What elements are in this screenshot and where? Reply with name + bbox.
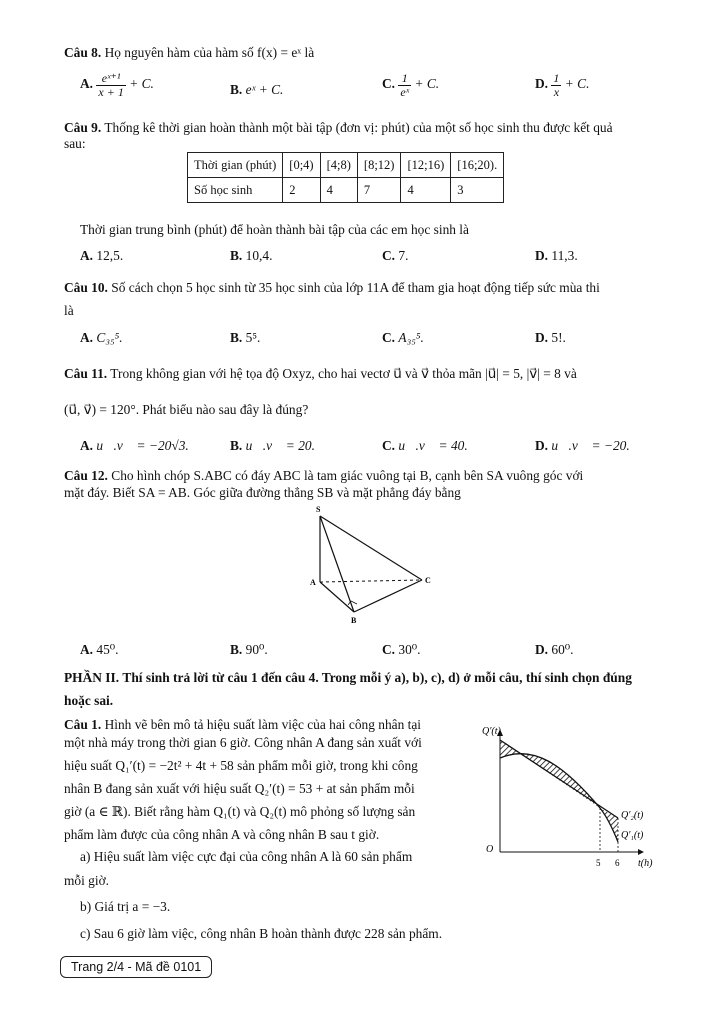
option-text: eˣ + C.	[245, 82, 284, 97]
origin-label: O	[486, 844, 494, 855]
q12-stem-line1	[64, 468, 583, 484]
option-text: u⃗.v⃗ = 20.	[245, 438, 315, 453]
q10-option-a[interactable]	[80, 330, 123, 346]
table-cell: Thời gian (phút)	[188, 153, 283, 178]
option-letter: D.	[535, 438, 549, 453]
q12-option-d[interactable]	[535, 642, 574, 658]
p2q1-line2: một nhà máy trong thời gian 6 giờ. Công nhân A đang sản xuất với	[64, 735, 422, 750]
option-text: A₃₅⁵.	[398, 330, 424, 345]
q12-text: Cho hình chóp S.ABC có đáy ABC là tam giác vuông tại B, cạnh bên SA vuông góc với	[111, 468, 584, 483]
option-text: u⃗.v⃗ = −20.	[551, 438, 630, 453]
option-text: u⃗.v⃗ = −20√3.	[96, 438, 189, 453]
q12-label: Câu 12.	[64, 468, 108, 483]
label-s: S	[316, 505, 321, 514]
q10-stem-line2: là	[64, 303, 74, 318]
q9-option-a[interactable]	[80, 248, 123, 264]
table-cell: [4;8)	[320, 153, 357, 178]
q9-option-c[interactable]	[382, 248, 408, 264]
q11-option-c[interactable]	[382, 438, 468, 454]
tick-6: 6	[615, 858, 620, 868]
q8-stem	[64, 45, 314, 61]
q10-option-c[interactable]	[382, 330, 424, 346]
q8-option-d[interactable]	[535, 72, 589, 98]
label-c: C	[425, 576, 431, 585]
q10-option-b[interactable]	[230, 330, 260, 346]
fraction	[551, 72, 561, 98]
curve-q1-label: Q′₁(t)	[621, 830, 644, 841]
option-text: 30⁰.	[398, 642, 421, 657]
option-letter: C.	[382, 438, 396, 453]
q11-stem-line2: (u⃗, v⃗) = 120°. Phát biểu nào sau đây là đúng?	[64, 402, 309, 417]
fraction	[398, 72, 411, 98]
table-cell: Số học sinh	[188, 178, 283, 203]
q10-text: Số cách chọn 5 học sinh từ 35 học sinh của lớp 11A để tham gia hoạt động tiếp sức mùa thi	[111, 280, 600, 295]
p2q1-line4: nhân B đang sản xuất với hiệu suất Q₂′(t) = 53 + at sản phẩm mỗi	[64, 781, 415, 796]
part2-heading	[64, 670, 632, 686]
curve-q2	[500, 740, 618, 818]
option-tail: + C.	[414, 76, 440, 92]
option-letter: D.	[535, 642, 549, 657]
option-letter: C.	[382, 76, 396, 92]
fraction	[96, 72, 125, 98]
q11-option-a[interactable]	[80, 438, 189, 454]
option-letter: D.	[535, 330, 549, 345]
option-text: 60⁰.	[551, 642, 574, 657]
q9-stem-line1	[64, 120, 613, 136]
label-a: A	[310, 578, 316, 587]
part2-title: PHẦN II.	[64, 670, 120, 685]
option-letter: B.	[230, 642, 243, 657]
table-cell: [16;20).	[451, 153, 504, 178]
option-letter: A.	[80, 76, 94, 92]
table-cell: 4	[320, 178, 357, 203]
denominator: x	[553, 84, 560, 99]
option-text: C₃₅⁵.	[96, 330, 123, 345]
option-letter: A.	[80, 248, 94, 263]
option-text: 10,4.	[245, 248, 273, 263]
q10-option-d[interactable]	[535, 330, 566, 346]
table-cell: 7	[357, 178, 401, 203]
q9-question: Thời gian trung bình (phút) để hoàn thành bài tập của các em học sinh là	[80, 222, 469, 237]
option-letter: B.	[230, 438, 243, 453]
q9-stem-line2: sau:	[64, 136, 86, 151]
y-axis-label: Q′(t)	[482, 726, 501, 737]
p2q1-line3: hiệu suất Q₁′(t) = −2t² + 4t + 58 sản phẩm mỗi giờ, trong khi công	[64, 758, 418, 773]
right-angle-mark	[348, 601, 357, 605]
p2q1-line1	[64, 717, 421, 733]
option-text: 7.	[398, 248, 409, 263]
q11-stem-line1	[64, 366, 577, 382]
denominator: x + 1	[98, 84, 124, 99]
frequency-table	[187, 152, 504, 203]
q12-option-c[interactable]	[382, 642, 421, 658]
q8-option-c[interactable]	[382, 72, 439, 98]
table-cell: [0;4)	[283, 153, 320, 178]
p2q1-statement-c[interactable]: c) Sau 6 giờ làm việc, công nhân B hoàn thành được 228 sản phẩm.	[80, 926, 443, 941]
q8-label: Câu 8.	[64, 45, 102, 60]
p2q1-statement-b[interactable]: b) Giá trị a = −3.	[80, 899, 171, 914]
option-letter: B.	[230, 248, 243, 263]
q10-stem-line1	[64, 280, 600, 296]
option-text: 45⁰.	[96, 642, 119, 657]
option-letter: A.	[80, 642, 94, 657]
q8-option-a[interactable]	[80, 72, 154, 98]
option-tail: + C.	[129, 76, 154, 92]
numerator: 1	[398, 72, 411, 86]
option-text: 11,3.	[551, 248, 578, 263]
option-letter: A.	[80, 438, 94, 453]
p2q1-label: Câu 1.	[64, 717, 102, 732]
label-b: B	[351, 616, 357, 625]
option-text: 90⁰.	[245, 642, 268, 657]
q9-label: Câu 9.	[64, 120, 102, 135]
table-cell: [12;16)	[401, 153, 451, 178]
edge-bc	[354, 580, 422, 612]
x-axis-arrow	[638, 849, 644, 855]
x-axis-label: t(h)	[638, 858, 653, 869]
table-cell: 3	[451, 178, 504, 203]
option-letter: D.	[535, 248, 549, 263]
q10-label: Câu 10.	[64, 280, 108, 295]
option-text: u⃗.v⃗ = 40.	[398, 438, 468, 453]
part2-text: Thí sinh trả lời từ câu 1 đến câu 4. Trong mỗi ý a), b), c), d) ở mỗi câu, thí sinh chọn đúng	[122, 670, 632, 685]
p2q1-line6: phẩm làm được của công nhân A và công nhân B sau t giờ.	[64, 827, 380, 842]
p2q1-statement-a[interactable]: a) Hiệu suất làm việc cực đại của công nhân A là 60 sản phẩm	[80, 849, 413, 864]
option-tail: + C.	[564, 76, 590, 92]
q11-text: Trong không gian với hệ tọa độ Oxyz, cho hai vectơ u⃗ và v⃗ thỏa mãn |u⃗| = 5, |v⃗| = 8 và	[110, 366, 577, 381]
page-footer: Trang 2/4 - Mã đề 0101	[60, 956, 212, 978]
table-cell: [8;12)	[357, 153, 401, 178]
productivity-graph	[478, 720, 688, 870]
option-letter: C.	[382, 248, 396, 263]
q9-option-b[interactable]	[230, 248, 272, 264]
option-letter: D.	[535, 76, 549, 92]
option-letter: C.	[382, 330, 396, 345]
q12-option-b[interactable]	[230, 642, 268, 658]
table-cell: 2	[283, 178, 320, 203]
p2q1-statement-a-line2: mỗi giờ.	[64, 873, 110, 888]
q8-text: Họ nguyên hàm của hàm số f(x) = eˣ là	[104, 45, 315, 60]
option-letter: A.	[80, 330, 94, 345]
option-letter: C.	[382, 642, 396, 657]
q11-label: Câu 11.	[64, 366, 108, 381]
option-text: 12,5.	[96, 248, 124, 263]
edge-sc	[320, 516, 422, 580]
table-row	[188, 153, 504, 178]
numerator: 1	[553, 71, 560, 85]
tick-5: 5	[596, 858, 601, 868]
numerator: eˣ⁺¹	[96, 72, 125, 86]
q9-option-d[interactable]	[535, 248, 578, 264]
p2q1-line5: giờ (a ∈ ℝ). Biết rằng hàm Q₁(t) và Q₂(t) mô phỏng số lượng sản	[64, 804, 416, 819]
pyramid-figure	[300, 502, 440, 630]
q9-text: Thống kê thời gian hoàn thành một bài tập (đơn vị: phút) của một số học sinh thu được kết quả	[104, 120, 613, 135]
option-letter: B.	[230, 82, 243, 97]
q11-option-d[interactable]	[535, 438, 630, 454]
option-text: 5!.	[551, 330, 566, 345]
q12-option-a[interactable]	[80, 642, 119, 658]
edge-ac	[320, 580, 422, 582]
curve-q2-label: Q′₂(t)	[621, 810, 644, 821]
q8-option-b[interactable]	[230, 82, 283, 98]
table-cell: 4	[401, 178, 451, 203]
p2q1-text: Hình vẽ bên mô tả hiệu suất làm việc của hai công nhân tại	[104, 717, 422, 732]
q11-option-b[interactable]	[230, 438, 315, 454]
option-text: 5⁵.	[245, 330, 261, 345]
q12-stem-line2: mặt đáy. Biết SA = AB. Góc giữa đường thẳng SB và mặt phẳng đáy bằng	[64, 485, 461, 500]
part2-heading-line2: hoặc sai.	[64, 693, 114, 708]
denominator: eˣ	[400, 84, 410, 99]
option-letter: B.	[230, 330, 243, 345]
table-row	[188, 178, 504, 203]
